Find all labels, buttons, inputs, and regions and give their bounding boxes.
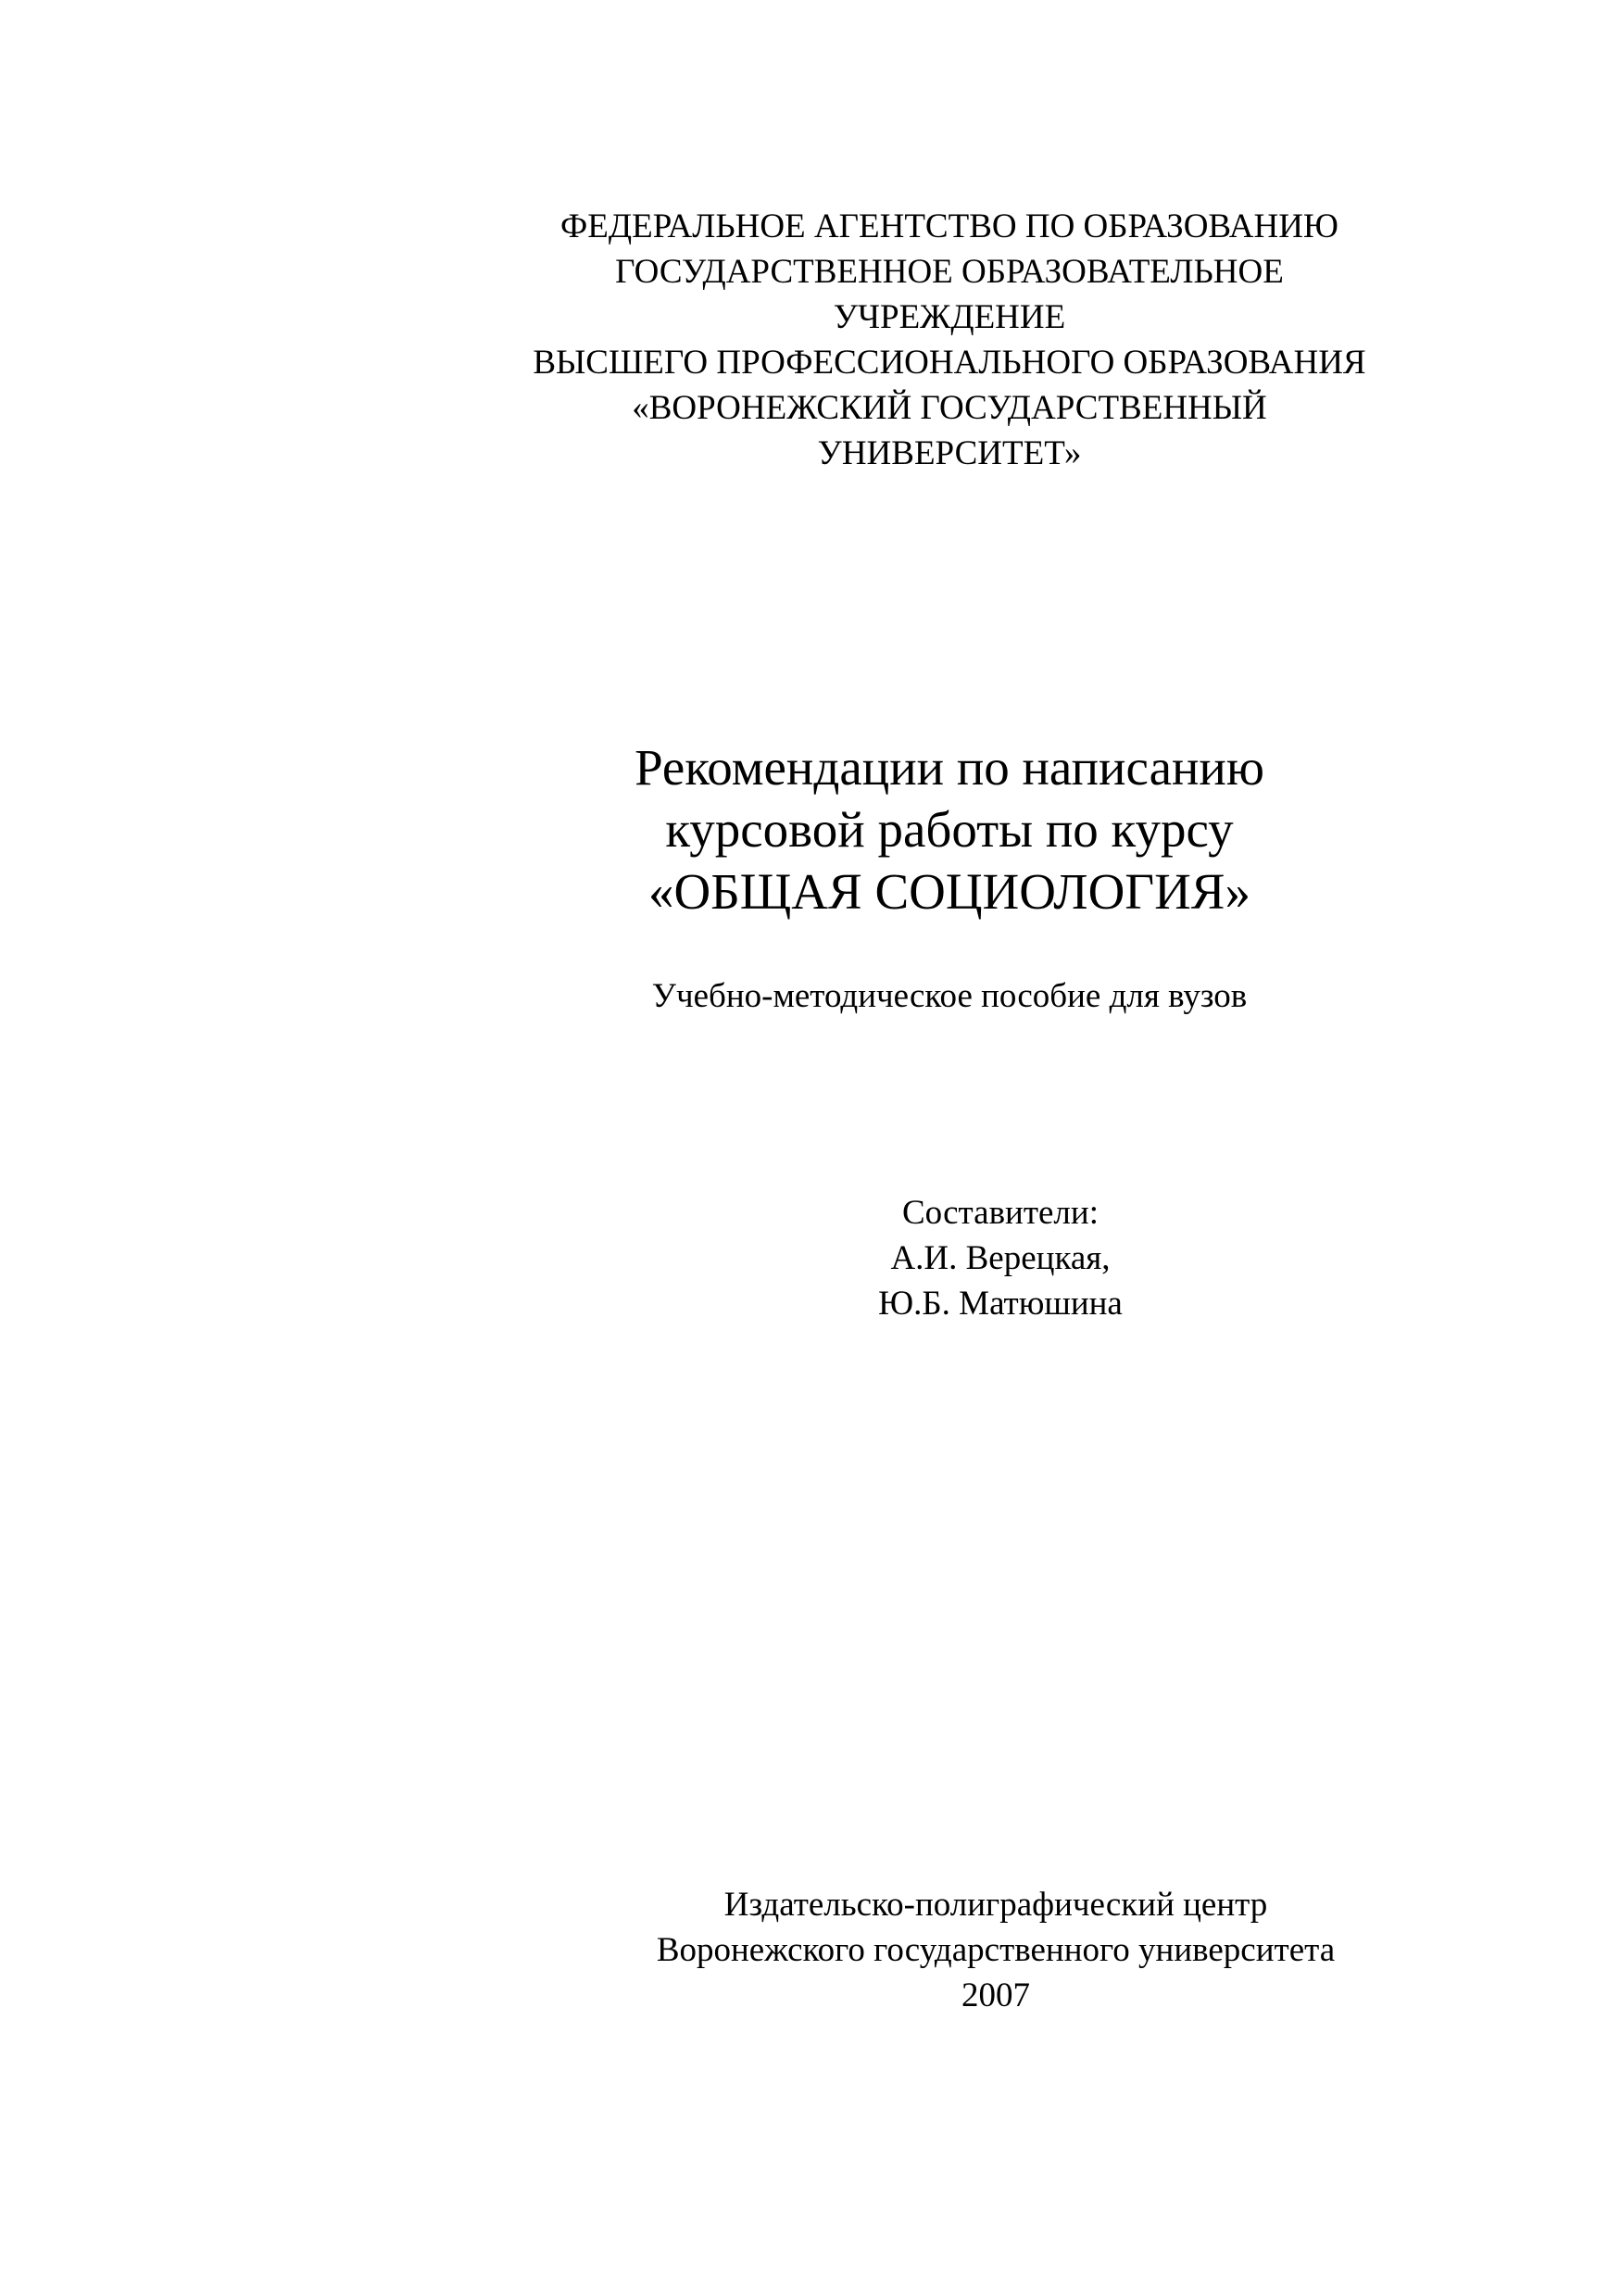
publisher-line: Издательско-полиграфический центр [723,1886,1268,1924]
institution-line: ГОСУДАРСТВЕННОЕ ОБРАЗОВАТЕЛЬНОЕ [615,253,1284,291]
document-title [519,736,1380,922]
publication-year: 2007 [961,1976,1030,2014]
institution-line: УЧРЕЖДЕНИЕ [833,298,1066,336]
title-line: Рекомендации по написанию [635,739,1264,796]
institution-header [463,204,1436,476]
institution-line: УНИВЕРСИТЕТ» [817,434,1082,472]
compilers-heading: Составители: [902,1194,1099,1232]
subtitle-text: Учебно-методическое пособие для вузов [651,977,1248,1015]
document-subtitle [519,974,1380,1019]
title-line: «ОБЩАЯ СОЦИОЛОГИЯ» [648,863,1250,920]
institution-line: ВЫСШЕГО ПРОФЕССИОНАЛЬНОГО ОБРАЗОВАНИЯ [533,344,1366,382]
compilers-block [815,1190,1186,1326]
compiler-name: А.И. Верецкая, [890,1239,1111,1277]
institution-line: ФЕДЕРАЛЬНОЕ АГЕНТСТВО ПО ОБРАЗОВАНИЮ [560,207,1338,245]
title-line: курсовой работы по курсу [665,801,1234,858]
publisher-line: Воронежского государственного университета [656,1931,1336,1969]
publisher-block [556,1882,1436,2018]
institution-line: «ВОРОНЕЖСКИЙ ГОСУДАРСТВЕННЫЙ [632,389,1267,427]
compiler-name: Ю.Б. Матюшина [878,1285,1123,1323]
